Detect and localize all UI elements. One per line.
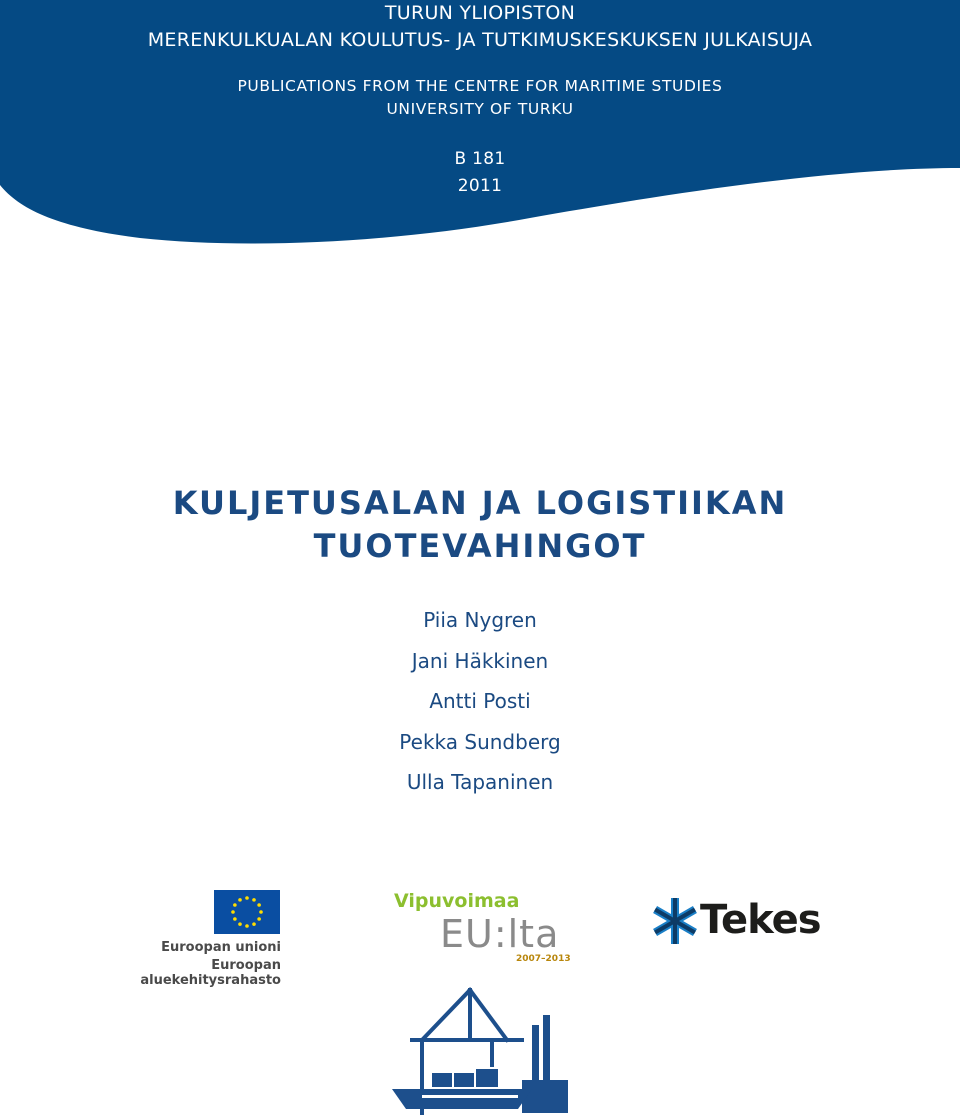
eu-logo-line2: Euroopan aluekehitysrahasto bbox=[140, 958, 281, 988]
eu-star-icon bbox=[245, 896, 249, 900]
document-title-line1: KULJETUSALAN JA LOGISTIIKAN bbox=[172, 484, 788, 522]
author: Antti Posti bbox=[429, 689, 531, 714]
author: Pekka Sundberg bbox=[399, 729, 561, 754]
eu-star-icon bbox=[257, 917, 261, 921]
eu-star-icon bbox=[238, 922, 242, 926]
university-name-en: UNIVERSITY OF TURKU bbox=[386, 100, 574, 118]
vipuvoimaa-logo-eu: EU:lta bbox=[440, 912, 560, 956]
eu-flag-icon bbox=[214, 890, 280, 934]
series-number: B 181 bbox=[454, 149, 506, 169]
author: Jani Häkkinen bbox=[411, 648, 549, 673]
eu-star-icon bbox=[233, 903, 237, 907]
tekes-snowflake-icon bbox=[652, 896, 698, 946]
author-list bbox=[0, 606, 960, 809]
series-name-en: PUBLICATIONS FROM THE CENTRE FOR MARITIME STUDIES bbox=[237, 77, 723, 95]
eu-star-icon bbox=[257, 903, 261, 907]
eu-star-icon bbox=[252, 922, 256, 926]
tekes-logo-text: Tekes bbox=[700, 897, 821, 943]
eu-star-icon bbox=[259, 910, 263, 914]
eu-star-icon bbox=[245, 924, 249, 928]
document-title-line2: TUOTEVAHINGOT bbox=[313, 527, 647, 565]
vipuvoimaa-logo-years: 2007–2013 bbox=[516, 954, 571, 964]
author: Piia Nygren bbox=[423, 608, 537, 632]
eu-star-icon bbox=[238, 898, 242, 902]
port-crane-ship-icon bbox=[392, 985, 568, 1115]
publication-year: 2011 bbox=[457, 176, 503, 196]
eu-star-icon bbox=[231, 910, 235, 914]
eu-star-icon bbox=[252, 898, 256, 902]
publisher-name: TURUN YLIOPISTON bbox=[384, 2, 576, 24]
vipuvoimaa-logo-title: Vipuvoimaa bbox=[394, 890, 520, 912]
eu-logo-line1: Euroopan unioni bbox=[161, 940, 281, 955]
series-name-fi: MERENKULKUALAN KOULUTUS- JA TUTKIMUSKESKUKSEN JULKAISUJA bbox=[147, 29, 813, 51]
author: Ulla Tapaninen bbox=[406, 770, 554, 795]
eu-star-icon bbox=[233, 917, 237, 921]
